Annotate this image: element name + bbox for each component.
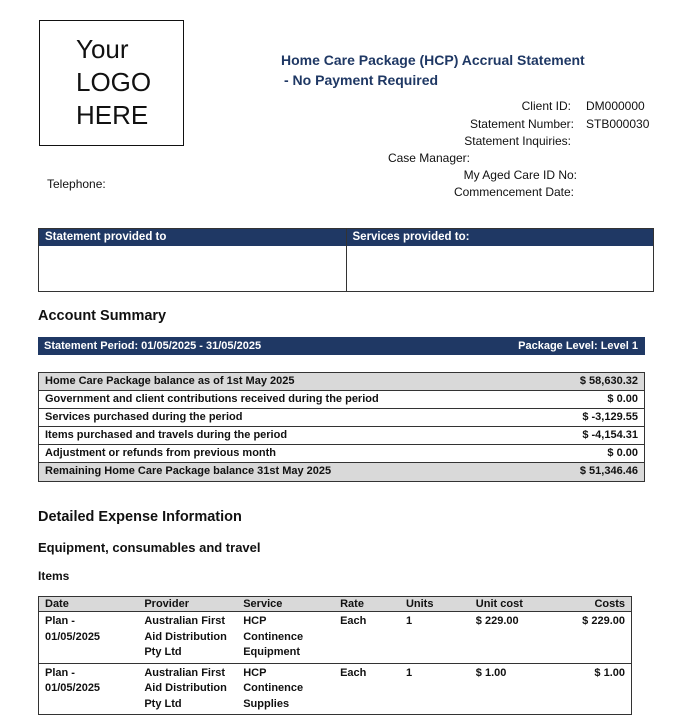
statement-title-line1: Home Care Package (HCP) Accrual Statement	[281, 52, 585, 68]
summary-amount: $ -4,154.31	[582, 429, 638, 441]
summary-label: Adjustment or refunds from previous month	[45, 447, 277, 459]
cell-cost: $ 229.00	[568, 612, 632, 664]
summary-amount: $ 0.00	[607, 393, 638, 405]
table-row	[39, 663, 632, 715]
cell-rate: Each	[334, 663, 400, 715]
column-header-date: Date	[39, 597, 139, 612]
statement-provided-to-box	[39, 229, 347, 291]
column-header-provider: Provider	[138, 597, 237, 612]
summary-row-items	[39, 427, 644, 445]
summary-amount: $ 58,630.32	[579, 375, 638, 387]
summary-label: Home Care Package balance as of 1st May 2025	[45, 375, 295, 387]
summary-label: Items purchased and travels during the period	[45, 429, 288, 441]
cell-date: Plan - 01/05/2025	[39, 612, 139, 664]
cell-service: HCP Continence Equipment	[237, 612, 334, 664]
telephone-label: Telephone:	[47, 177, 106, 191]
statement-number-value: STB000030	[586, 117, 650, 131]
summary-label: Government and client contributions received during the period	[45, 393, 379, 405]
client-id-label: Client ID:	[521, 99, 571, 113]
services-provided-to-box	[347, 229, 654, 291]
column-header-service: Service	[237, 597, 334, 612]
column-header-unit-cost: Unit cost	[470, 597, 568, 612]
summary-amount: $ -3,129.55	[582, 411, 638, 423]
cell-units: 1	[400, 612, 470, 664]
client-id-value: DM000000	[586, 99, 645, 113]
summary-label: Services purchased during the period	[45, 411, 243, 423]
statement-provided-to-header: Statement provided to	[39, 229, 346, 246]
summary-row-contributions	[39, 391, 644, 409]
equipment-consumables-heading: Equipment, consumables and travel	[38, 540, 261, 555]
cell-service: HCP Continence Supplies	[237, 663, 334, 715]
package-level: Package Level: Level 1	[518, 340, 638, 352]
table-row	[39, 612, 632, 664]
cell-unit-cost: $ 229.00	[470, 612, 568, 664]
provided-to-boxes	[38, 228, 654, 292]
cell-provider: Australian First Aid Distribution Pty Ltd	[138, 663, 237, 715]
summary-amount: $ 51,346.46	[579, 465, 638, 477]
statement-inquiries-label: Statement Inquiries:	[464, 134, 571, 148]
case-manager-label: Case Manager:	[387, 151, 470, 165]
summary-row-adjustments	[39, 445, 644, 463]
summary-amount: $ 0.00	[607, 447, 638, 459]
column-header-rate: Rate	[334, 597, 400, 612]
summary-label: Remaining Home Care Package balance 31st May 2025	[45, 465, 332, 477]
column-header-costs: Costs	[568, 597, 632, 612]
statement-period: Statement Period: 01/05/2025 - 31/05/2025	[44, 340, 262, 352]
column-header-units: Units	[400, 597, 470, 612]
logo-placeholder	[39, 20, 184, 146]
cell-cost: $ 1.00	[568, 663, 632, 715]
commencement-date-label: Commencement Date:	[453, 185, 574, 199]
logo-text: Your LOGO HERE	[76, 34, 152, 130]
cell-provider: Australian First Aid Distribution Pty Ltd	[138, 612, 237, 664]
statement-title	[281, 50, 585, 90]
cell-units: 1	[400, 663, 470, 715]
items-table-header	[39, 597, 632, 612]
statement-number-label: Statement Number:	[469, 117, 574, 131]
services-provided-to-header: Services provided to:	[347, 229, 654, 246]
items-heading: Items	[38, 569, 70, 583]
summary-row-services	[39, 409, 644, 427]
cell-date: Plan - 01/05/2025	[39, 663, 139, 715]
detailed-expense-heading: Detailed Expense Information	[38, 509, 242, 525]
account-summary-table	[38, 372, 645, 482]
items-table	[38, 596, 632, 715]
cell-unit-cost: $ 1.00	[470, 663, 568, 715]
account-summary-heading: Account Summary	[38, 308, 167, 324]
summary-row-opening-balance	[39, 373, 644, 391]
cell-rate: Each	[334, 612, 400, 664]
statement-period-bar	[38, 337, 645, 355]
summary-row-remaining-balance	[39, 463, 644, 481]
statement-title-line2: - No Payment Required	[284, 72, 439, 88]
aged-care-id-label: My Aged Care ID No:	[463, 168, 577, 182]
